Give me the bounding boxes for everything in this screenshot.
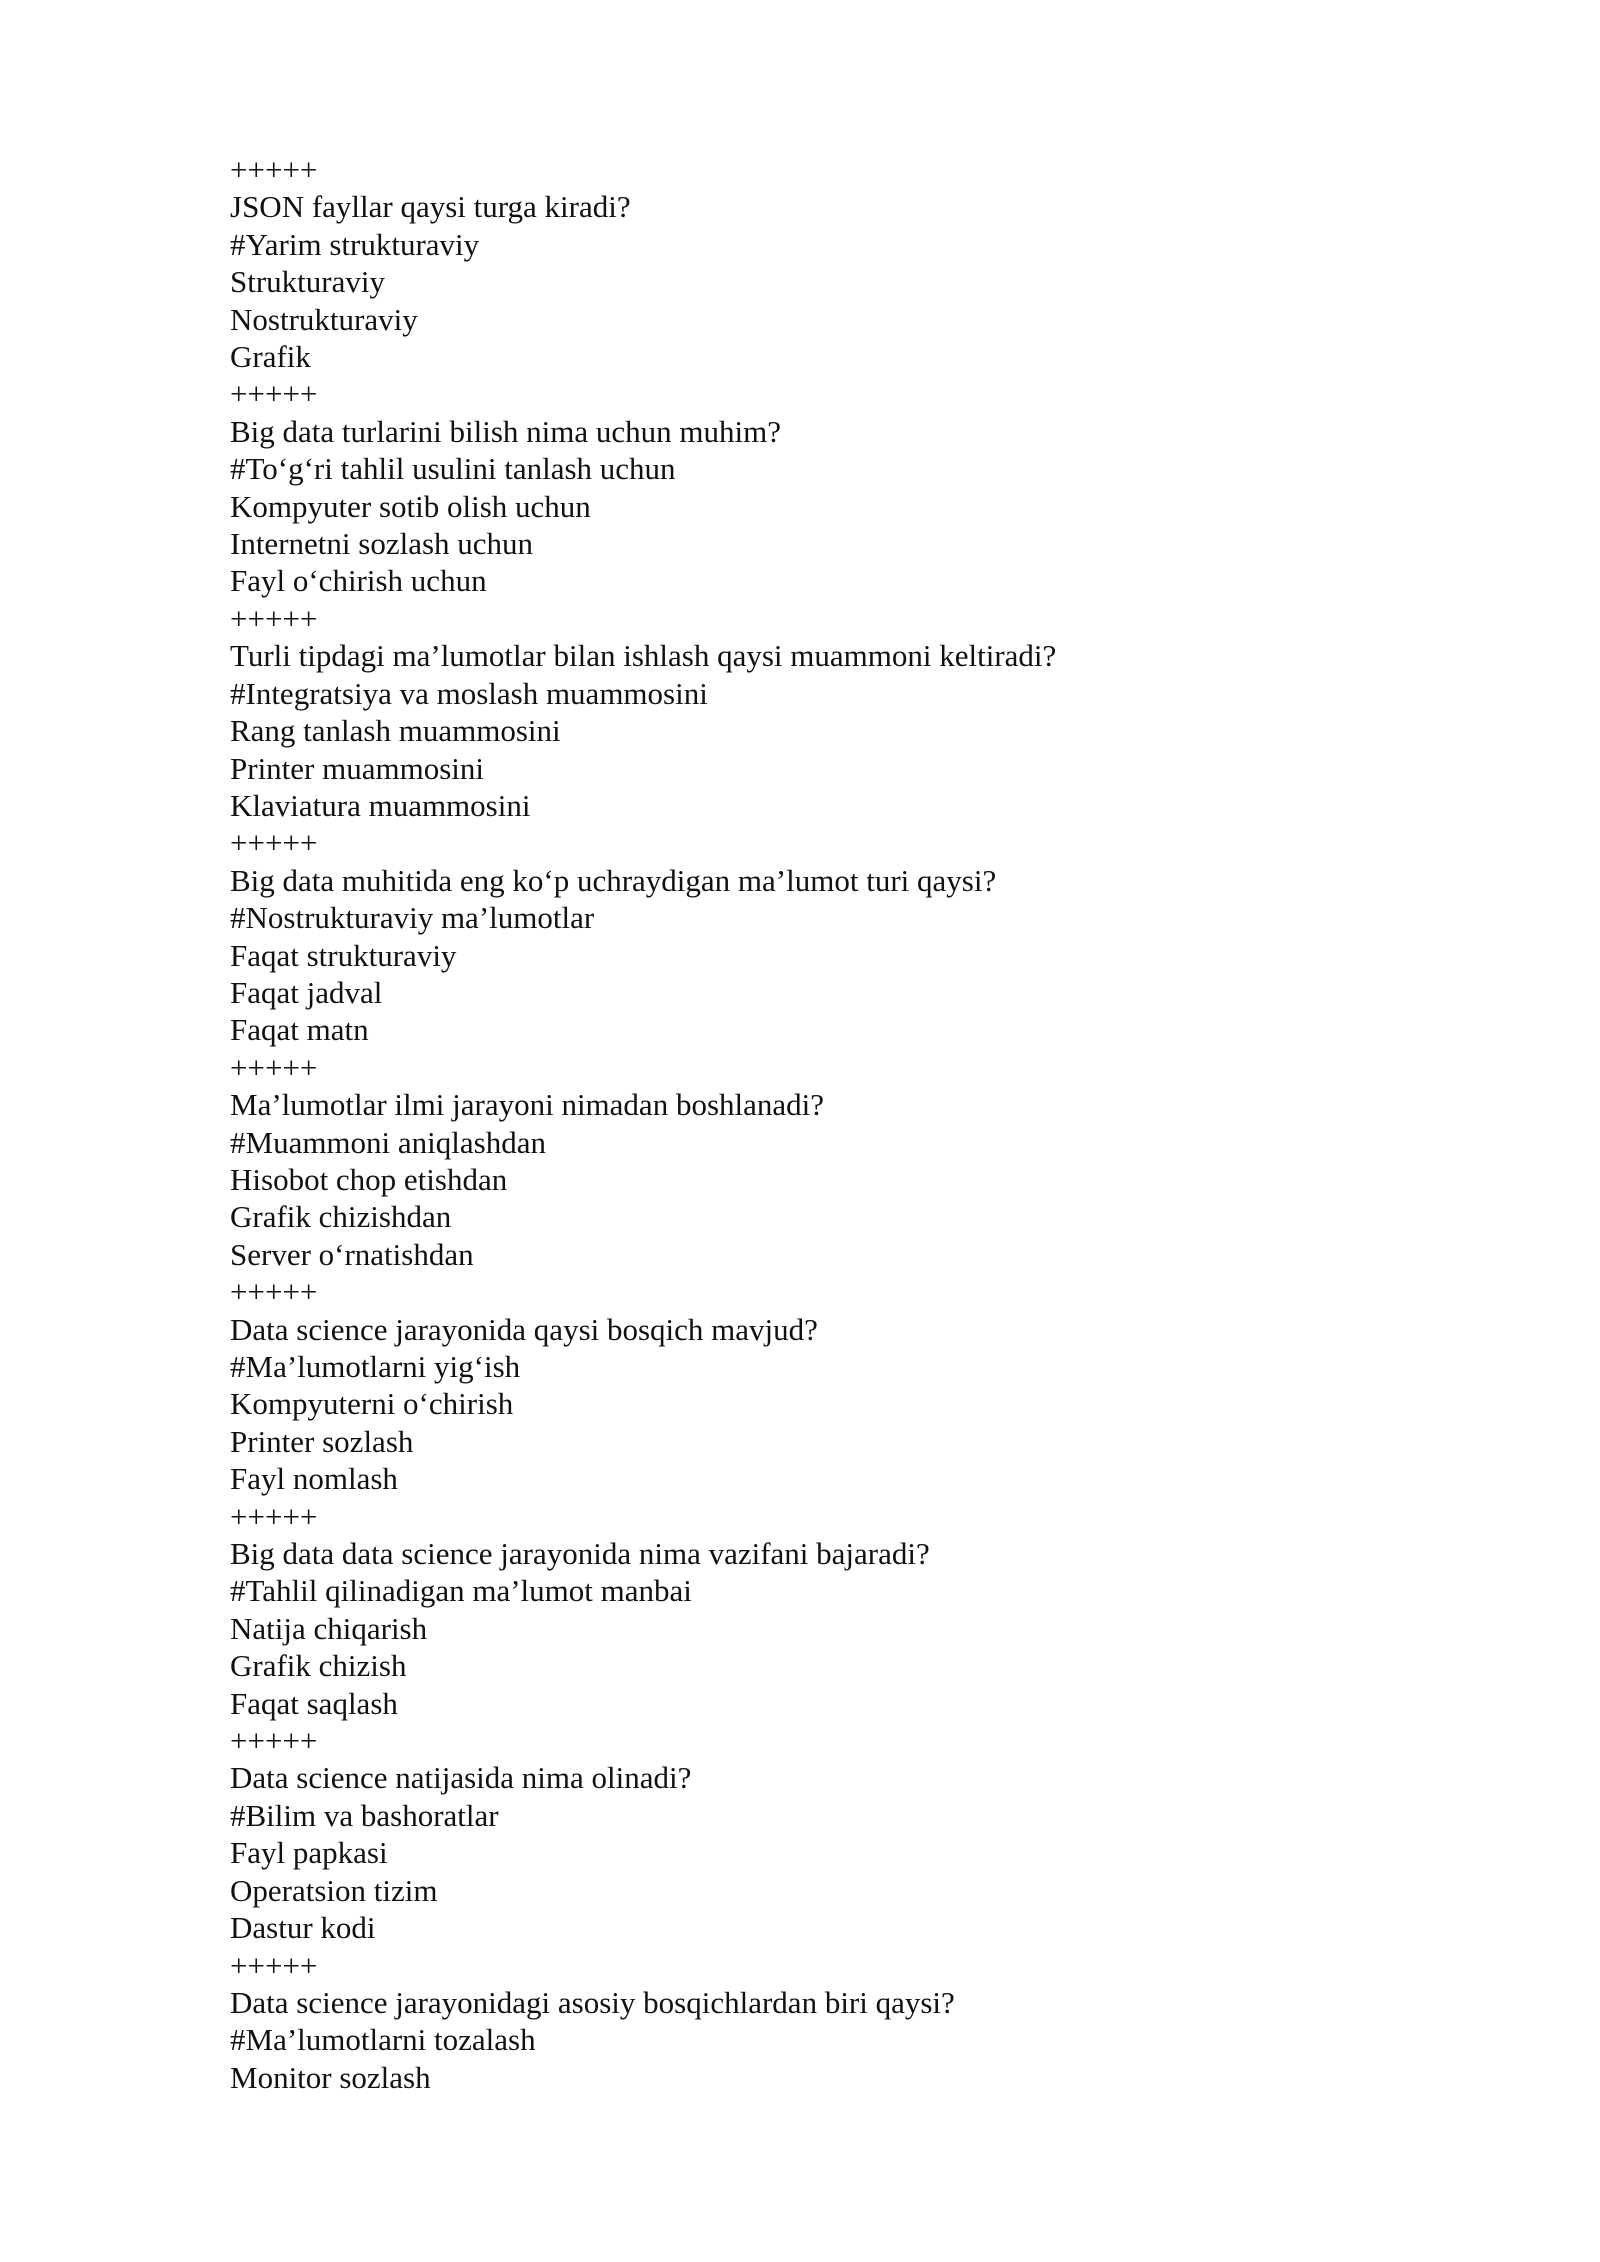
answer-option: Faqat jadval [230,974,383,1010]
answer-option: Fayl nomlash [230,1461,398,1497]
correct-answer: #Ma’lumotlarni yig‘ish [230,1349,521,1384]
question-separator: +++++ [230,1274,318,1310]
answer-option: Monitor sozlash [230,2059,431,2095]
correct-answer: #Tahlil qilinadigan ma’lumot manbai [230,1573,692,1609]
correct-answer: #Bilim va bashoratlar [230,1797,499,1833]
question-separator: +++++ [230,376,318,412]
answer-option: Fayl o‘chirish uchun [230,563,487,599]
answer-option: Operatsion tizim [230,1872,438,1908]
answer-option: Rang tanlash muammosini [230,713,561,749]
correct-answer: #Yarim strukturaviy [230,226,480,262]
question-separator: +++++ [230,152,318,187]
answer-option: Hisobot chop etishdan [230,1161,508,1197]
question-text: Data science jarayonidagi asosiy bosqichlardan biri qaysi? [230,1984,955,2020]
correct-answer: #Muammoni aniqlashdan [230,1124,546,1160]
answer-option: Grafik chizish [230,1648,407,1684]
question-text: Data science natijasida nima olinadi? [230,1760,692,1796]
question-separator: +++++ [230,1947,318,1983]
question-separator: +++++ [230,825,318,861]
question-text: Big data turlarini bilish nima uchun muhim? [230,413,782,449]
answer-option: Kompyuter sotib olish uchun [230,488,591,524]
correct-answer: #Integratsiya va moslash muammosini [230,675,708,711]
question-separator: +++++ [230,1049,318,1085]
correct-answer: #Ma’lumotlarni tozalash [230,2022,536,2058]
answer-option: Natija chiqarish [230,1610,428,1646]
answer-option: Grafik chizishdan [230,1199,452,1235]
question-text: Data science jarayonida qaysi bosqich mavjud? [230,1311,818,1347]
answer-option: Printer muammosini [230,750,485,786]
answer-option: Grafik [230,339,311,375]
answer-option: Dastur kodi [230,1910,376,1946]
answer-option: Nostrukturaviy [230,301,418,337]
answer-option: Strukturaviy [230,264,385,300]
answer-option: Server o‘rnatishdan [230,1236,474,1272]
question-text: Big data data science jarayonida nima vazifani bajaradi? [230,1536,930,1572]
question-separator: +++++ [230,1723,318,1759]
correct-answer: #To‘g‘ri tahlil usulini tanlash uchun [230,451,676,487]
question-text: Big data muhitida eng ko‘p uchraydigan ma’lumot turi qaysi? [230,862,997,898]
question-text: Turli tipdagi ma’lumotlar bilan ishlash qaysi muammoni keltiradi? [230,638,1057,674]
answer-option: Faqat matn [230,1012,369,1048]
question-separator: +++++ [230,1498,318,1534]
correct-answer: #Nostrukturaviy ma’lumotlar [230,900,595,936]
answer-option: Internetni sozlash uchun [230,526,534,562]
answer-option: Faqat strukturaviy [230,937,457,973]
answer-option: Fayl papkasi [230,1835,388,1871]
answer-option: Faqat saqlash [230,1685,398,1721]
answer-option: Kompyuterni o‘chirish [230,1386,514,1422]
answer-option: Printer sozlash [230,1423,414,1459]
answer-option: Klaviatura muammosini [230,787,531,823]
document-body [230,151,1430,2096]
question-text: JSON fayllar qaysi turga kiradi? [230,189,631,225]
question-text: Ma’lumotlar ilmi jarayoni nimadan boshlanadi? [230,1087,825,1123]
question-separator: +++++ [230,600,318,636]
